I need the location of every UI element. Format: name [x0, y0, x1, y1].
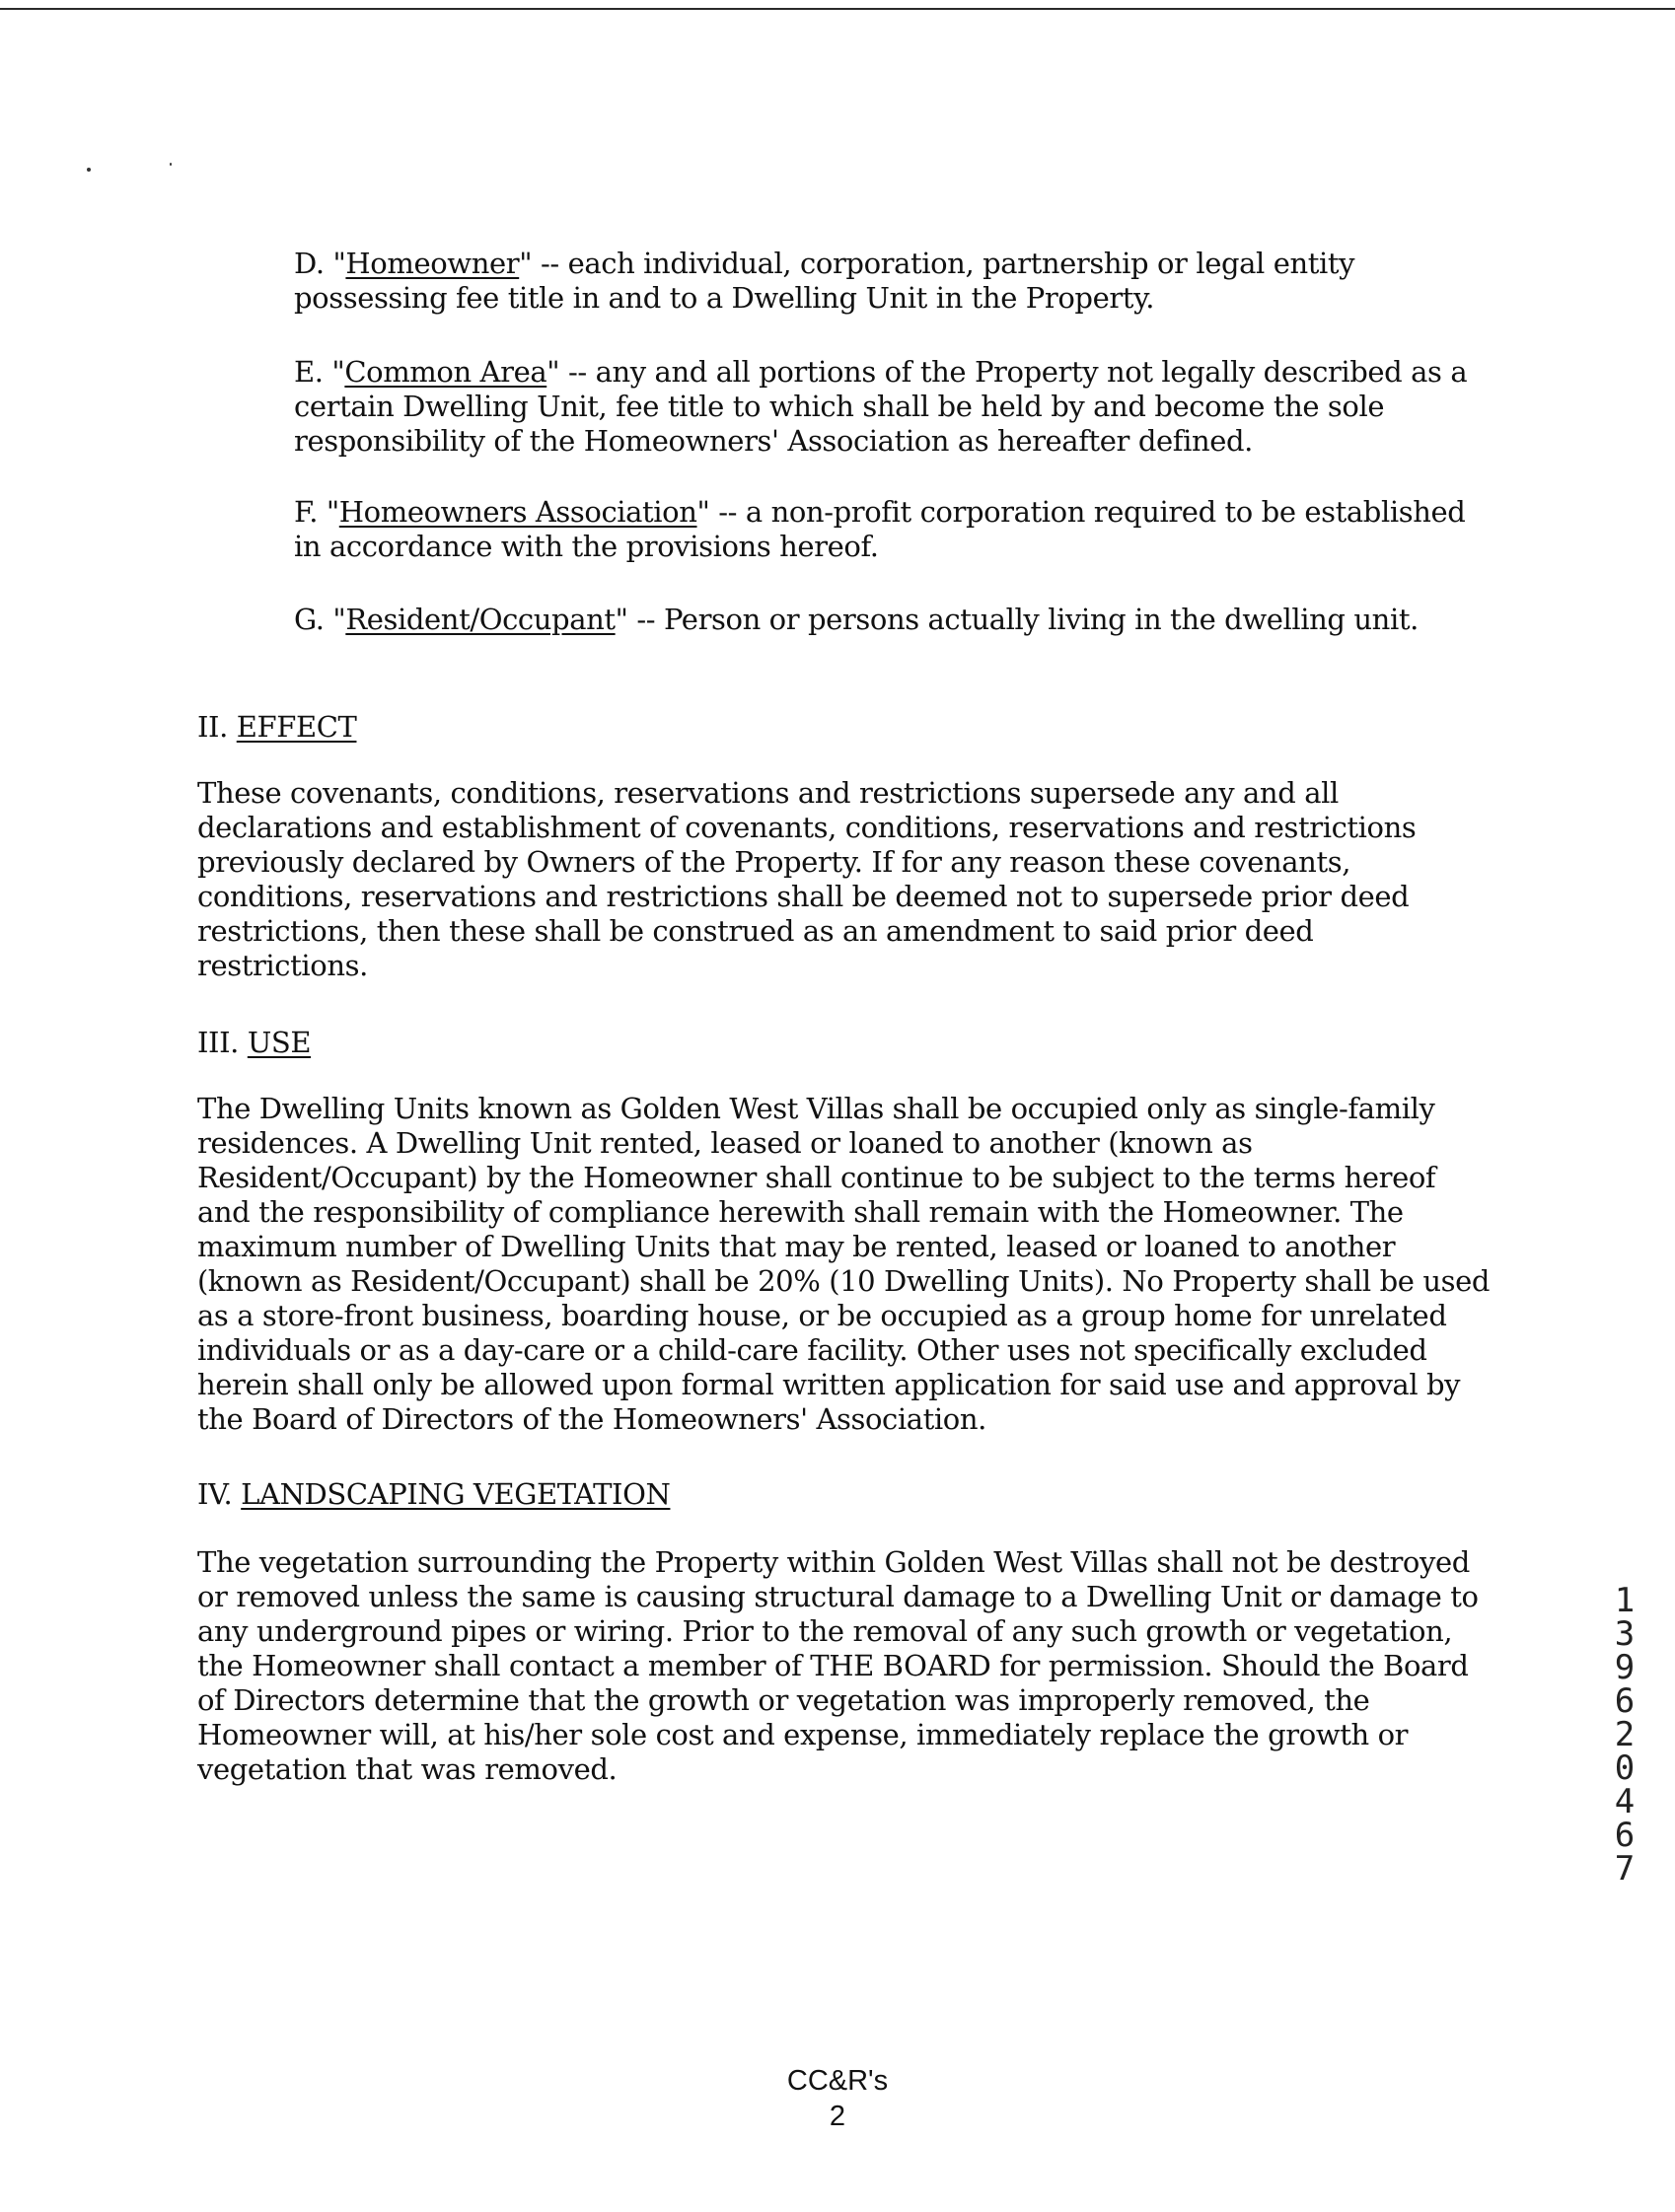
section-title: USE — [247, 1026, 312, 1059]
section-body-use: The Dwelling Units known as Golden West Villas shall be occupied only as single-family residences. A Dwelling Unit rented, leased or loaned to another (known as Resident/Occupant) by the Homeowner shall continue to be subject to the terms hereof and the responsibility of compliance herewith shall remain with the Homeowner. The maximum number of Dwelling Units that may be rented, leased or loaned to another (known as Resident/Occupant) shall be 20% (10 Dwelling Units). No Property shall be used as a store-front business, boarding house, or be occupied as a group home for unrelated individuals or as a day-care or a child-care facility. Other uses not specifically excluded herein shall only be allowed upon formal written application for said use and approval by the Board of Directors of the Homeowners' Association. — [197, 1092, 1491, 1436]
definition-text: " -- Person or persons actually living in the dwelling unit. — [615, 603, 1419, 636]
section-number: IV. — [197, 1477, 242, 1511]
recording-stamp: 139620467 — [1614, 1581, 1636, 1889]
section-body-landscaping: The vegetation surrounding the Property within Golden West Villas shall not be destroyed or removed unless the same is causing structural damage to a Dwelling Unit or damage to any underground pipes or wiring. Prior to the removal of any such growth or vegetation, the Homeowner shall contact a member of THE BOARD for permission. Should the Board of Directors determine that the growth or vegetation was improperly removed, the Homeowner will, at his/her sole cost and expense, immediately replace the growth or vegetation that was removed. — [197, 1545, 1479, 1786]
section-number: III. — [197, 1026, 248, 1059]
footer-title: CC&R's — [786, 2065, 889, 2097]
scan-speck — [170, 163, 172, 166]
definition-prefix: G. " — [294, 603, 346, 636]
definition-resident-occupant — [294, 603, 1478, 637]
section-title: LANDSCAPING VEGETATION — [241, 1477, 671, 1511]
defined-term: Homeowner — [345, 247, 520, 280]
definition-homeowners-association — [294, 495, 1478, 564]
footer-page-number: 2 — [829, 2101, 846, 2132]
section-heading-use — [197, 1026, 311, 1060]
defined-term: Common Area — [344, 355, 547, 389]
scan-edge-line — [0, 8, 1675, 10]
definition-text: " -- a non-profit corporation required to be established in accordance with the provisions hereof. — [294, 495, 1466, 563]
definition-common-area — [294, 355, 1478, 459]
section-body-effect: These covenants, conditions, reservations and restrictions supersede any and all declarations and establishment of covenants, conditions, reservations and restrictions previously declared by Owners of the Property. If for any reason these covenants, conditions, reservations and restrictions shall be deemed not to supersede prior deed restrictions, then these shall be construed as an amendment to said prior deed restrictions. — [197, 776, 1417, 982]
section-heading-landscaping — [197, 1477, 670, 1512]
defined-term: Homeowners Association — [338, 495, 697, 529]
definition-text: " -- any and all portions of the Property not legally described as a certain Dwelling Unit, fee title to which shall be held by and become the sole responsibility of the Homeowners' Association as hereafter defined. — [294, 355, 1468, 458]
definition-text: " -- each individual, corporation, partnership or legal entity possessing fee title in and to a Dwelling Unit in the Property. — [294, 247, 1355, 315]
definition-prefix: F. " — [294, 495, 339, 529]
definition-prefix: E. " — [294, 355, 345, 389]
section-heading-effect — [197, 710, 356, 745]
section-number: II. — [197, 710, 237, 744]
scan-speck — [87, 168, 91, 172]
definition-homeowner — [294, 247, 1478, 316]
defined-term: Resident/Occupant — [345, 603, 616, 636]
section-title: EFFECT — [236, 710, 357, 744]
definition-prefix: D. " — [294, 247, 346, 280]
